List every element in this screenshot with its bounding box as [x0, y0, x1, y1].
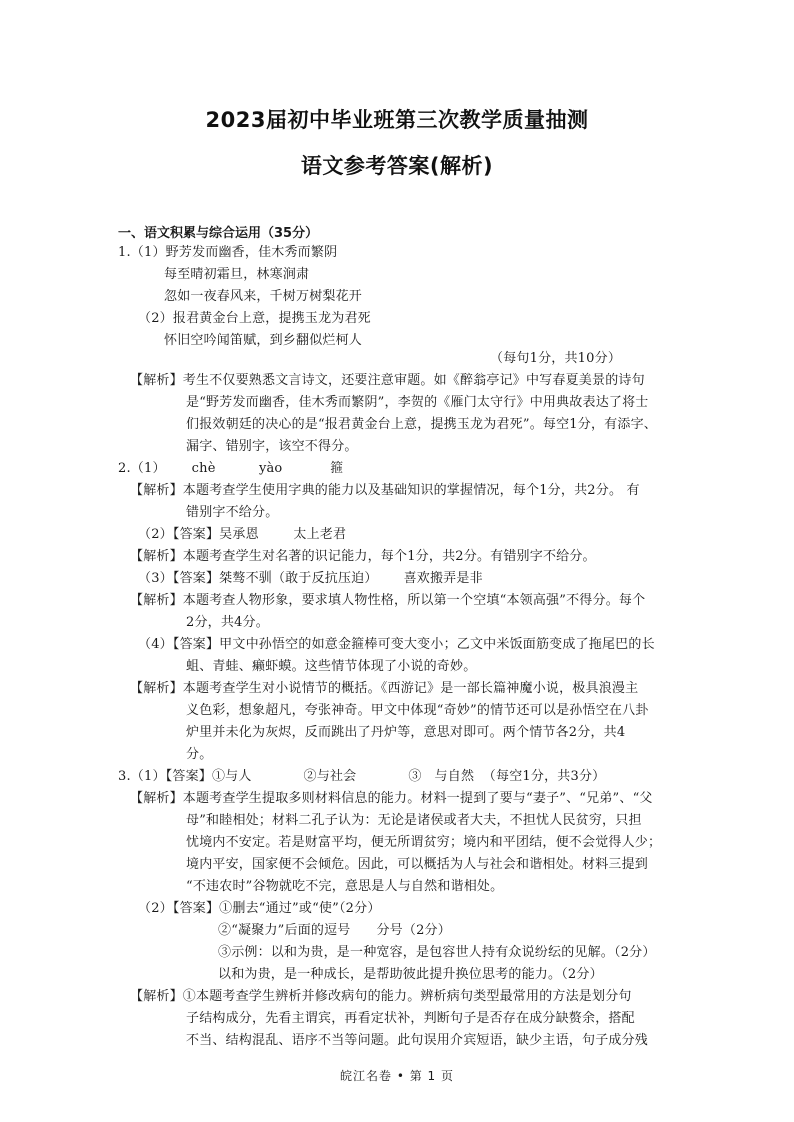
- text-line: （2）报君黄金台上意，提携玉龙为君死: [138, 311, 371, 326]
- page-subtitle: 语文参考答案(解析): [300, 154, 494, 178]
- text-line: 2.（1） chè yào 箍: [118, 461, 344, 476]
- page-footer: 皖江名卷 • 第 1 页: [340, 1069, 454, 1083]
- text-line: （2）【答案】①删去“通过”或“使”（2分）: [138, 901, 381, 916]
- text-line: 漏字、错别字，该空不得分。: [186, 439, 358, 454]
- text-line: （每句1分，共10分）: [490, 351, 622, 366]
- text-line: 3.（1）【答案】①与人 ②与社会 ③ 与自然 （每空1分，共3分）: [118, 769, 606, 784]
- text-line: 忧境内不安定。若是财富平均，便无所谓贫穷；境内和平团结，便不会觉得人少；: [186, 835, 662, 850]
- text-line: ③示例：以和为贵，是一种宽容，是包容世人持有众说纷纭的见解。（2分）: [218, 945, 656, 960]
- text-line: 是“野芳发而幽香，佳木秀而繁阴”，李贺的《雁门太守行》中用典故表达了将士: [186, 395, 649, 410]
- text-line: 【解析】本题考查学生对名著的识记能力，每个1分，共2分。有错别字不给分。: [130, 549, 596, 564]
- text-line: 2分，共4分。: [186, 615, 269, 630]
- text-line: 1.（1）野芳发而幽香，佳木秀而繁阴: [118, 245, 338, 260]
- text-line: （3）【答案】桀骜不驯（敢于反抗压迫） 喜欢搬弄是非: [138, 571, 483, 586]
- text-line: ②“凝聚力”后面的逗号 分号（2分）: [218, 923, 451, 938]
- text-line: 们报效朝廷的决心的是“报君黄金台上意，提携玉龙为君死”。每空1分，有添字、: [186, 417, 657, 432]
- text-line: “不违农时”谷物就吃不完，意思是人与自然和谐相处。: [186, 879, 504, 894]
- text-line: （4）【答案】甲文中孙悟空的如意金箍棒可变大变小；乙文中米饭面筋变成了拖尾巴的长: [138, 637, 655, 652]
- text-line: 【解析】考生不仅要熟悉文言诗文，还要注意审题。如《醉翁亭记》中写春夏美景的诗句: [130, 373, 645, 388]
- text-line: 【解析】本题考查人物形象，要求填人物性格，所以第一个空填“本领高强”不得分。每个: [130, 593, 646, 608]
- text-line: 蛆、青蛙、癞虾蟆。这些情节体现了小说的奇妙。: [186, 659, 477, 674]
- text-line: 每至晴初霜旦，林寒涧肃: [164, 267, 310, 282]
- text-line: 子结构成分，先看主谓宾，再看定状补，判断句子是否存在成分缺赘余，搭配: [186, 1011, 635, 1026]
- text-line: 忽如一夜春风来，千树万树梨花开: [164, 289, 363, 304]
- text-line: 【解析】本题考查学生对小说情节的概括。《西游记》是一部长篇神魔小说，极具浪漫主: [130, 681, 639, 696]
- text-line: 以和为贵，是一种成长，是帮助彼此提升换位思考的能力。（2分）: [218, 967, 603, 982]
- text-line: 母”和睦相处；材料二孔子认为：无论是诸侯或者大夫，不担忧人民贫穷，只担: [186, 813, 642, 828]
- text-line: 境内平安，国家便不会倾危。因此，可以概括为人与社会和谐相处。材料三提到: [186, 857, 649, 872]
- text-line: 分。: [186, 747, 213, 762]
- text-line: 炉里并未化为灰烬，反而跳出了丹炉等，意思对即可。两个情节各2分，共4: [186, 725, 626, 740]
- text-line: 错别字不给分。: [186, 505, 279, 520]
- page-title: 2023届初中毕业班第三次教学质量抽测: [205, 108, 589, 132]
- text-line: 怀旧空吟闻笛赋，到乡翻似烂柯人: [164, 333, 363, 348]
- text-line: （2）【答案】吴承恩 太上老君: [138, 527, 347, 542]
- text-line: 【解析】本题考查学生使用字典的能力以及基础知识的掌握情况，每个1分，共2分。 有: [130, 483, 640, 498]
- text-line: 义色彩，想象超凡，夸张神奇。甲文中体现“奇妙”的情节还可以是孙悟空在八卦: [186, 703, 649, 718]
- text-line: 【解析】本题考查学生提取多则材料信息的能力。材料一提到了要与“妻子”、“兄弟”、“父: [130, 791, 653, 806]
- text-line: 不当、结构混乱、语序不当等问题。此句误用介宾短语，缺少主语，句子成分残: [186, 1033, 649, 1048]
- section-heading: 一、语文积累与综合运用（35分）: [118, 226, 319, 241]
- text-line: 【解析】①本题考查学生辨析并修改病句的能力。辨析病句类型最常用的方法是划分句: [130, 989, 632, 1004]
